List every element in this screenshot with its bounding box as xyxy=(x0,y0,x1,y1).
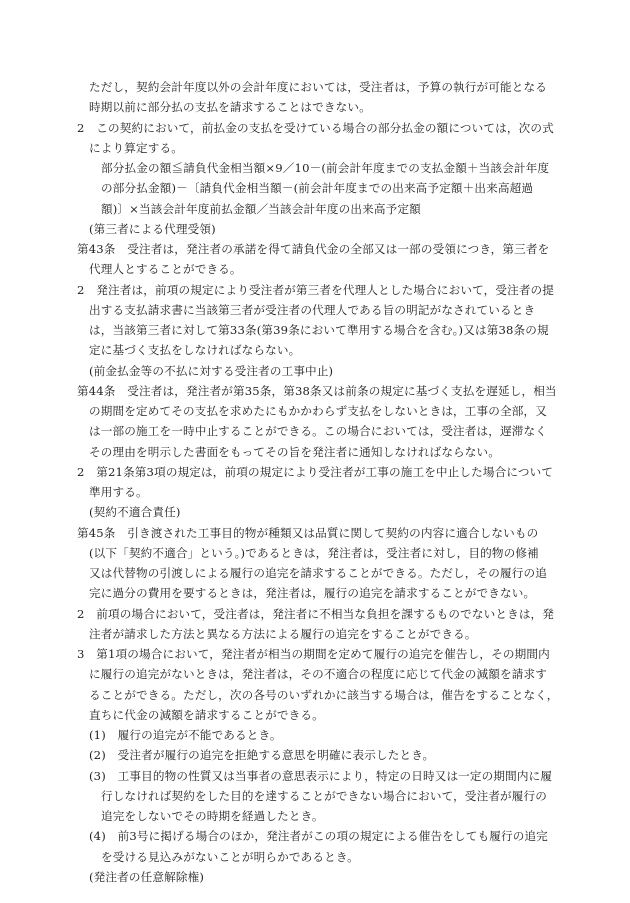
article-line: 第43条 受注者は，発注者の承諾を得て請負代金の全部又は一部の受領につき，第三者を xyxy=(77,242,550,256)
text-line: その理由を明示した書面をもってその旨を発注者に通知しなければならない。 xyxy=(89,445,501,459)
text-line: ることができる。ただし，次の各号のいずれかに該当する場合は，催告をすることなく， xyxy=(89,688,559,702)
text-line: は，当該第三者に対して第33条(第39条において準用する場合を含む。)又は第38条の規 xyxy=(89,323,549,337)
text-line: 3 第1項の場合において，発注者が相当の期間を定めて履行の追完を催告し，その期間内 xyxy=(77,647,550,661)
text-line: 出する支払請求書に当該第三者が受注者の代理人である旨の明記がなされているとき xyxy=(89,303,536,317)
text-line: 代理人とすることができる。 xyxy=(89,262,242,276)
text-line: 注者が請求した方法と異なる方法による履行の追完をすることができる。 xyxy=(89,627,477,641)
article-line: 第45条 引き渡された工事目的物が種類又は品質に関して契約の内容に適合しないもの xyxy=(77,526,539,540)
text-line: 準用する。 xyxy=(89,485,148,499)
list-item-continuation: を受ける見込みがないことが明らかであるとき。 xyxy=(101,850,359,864)
text-line: 2 発注者は，前項の規定により受注者が第三者を代理人とした場合において，受注者の提 xyxy=(77,283,555,297)
text-line: ただし，契約会計年度以外の会計年度においては，受注者は，予算の執行が可能となる xyxy=(89,80,548,94)
list-item-continuation: 行しなければ契約をした目的を達することができない場合において，受注者が履行の xyxy=(101,789,548,803)
list-item: (1) 履行の追完が不能であるとき。 xyxy=(89,728,282,742)
text-line: 又は代替物の引渡しによる履行の追完を請求することができる。ただし，その履行の追 xyxy=(89,566,548,580)
list-item: (4) 前3号に掲げる場合のほか，発注者がこの項の規定による催告をしても履行の追完 xyxy=(89,829,548,843)
text-line: により算定する。 xyxy=(89,141,183,155)
section-heading: (契約不適合責任) xyxy=(89,505,181,519)
list-item: (2) 受注者が履行の追完を拒絶する意思を明確に表示したとき。 xyxy=(89,748,435,762)
formula-line: の部分払金額)－〔請負代金相当額－(前会計年度までの出来高予定額＋出来高超過 xyxy=(101,181,534,195)
text-line: 完に過分の費用を要するときは，発注者は，履行の追完を請求することができない。 xyxy=(89,586,536,600)
text-line: 2 第21条第3項の規定は，前項の規定により受注者が工事の施工を中止した場合について xyxy=(77,465,554,479)
section-heading: (前金払金等の不払に対する受注者の工事中止) xyxy=(89,364,334,378)
article-line: 第44条 受注者は，発注者が第35条，第38条又は前条の規定に基づく支払を遅延し，相当 xyxy=(77,384,557,398)
list-item-continuation: 追完をしないでその時期を経過したとき。 xyxy=(101,809,324,823)
text-line: の期間を定めてその支払を求めたにもかかわらず支払をしないときは，工事の全部，又 xyxy=(89,404,548,418)
text-line: 2 この契約において，前払金の支払を受けている場合の部分払金の額については，次の式 xyxy=(77,121,554,135)
text-line: に履行の追完がないときは，発注者は，その不適合の程度に応じて代金の減額を請求す xyxy=(89,667,548,681)
formula-line: 部分払金の額≦請負代金相当額×9／10－(前会計年度までの支払金額＋当該会計年度 xyxy=(101,161,550,175)
formula-line: 額)〕×当該会計年度前払金額／当該会計年度の出来高予定額 xyxy=(101,202,421,216)
text-line: 直ちに代金の減額を請求することができる。 xyxy=(89,708,324,722)
section-heading: (第三者による代理受領) xyxy=(89,222,216,236)
text-line: (以下「契約不適合」という。)であるときは，発注者は，受注者に対し，目的物の修補 xyxy=(89,546,539,560)
list-item: (3) 工事目的物の性質又は当事者の意思表示により，特定の日時又は一定の期間内に履 xyxy=(89,769,553,783)
text-line: 2 前項の場合において，受注者は，発注者に不相当な負担を課するものでないときは，発 xyxy=(77,607,555,621)
section-heading: (発注者の任意解除権) xyxy=(89,870,205,884)
text-line: は一部の施工を一時中止することができる。この場合においては，受注者は，遅滞なく xyxy=(89,424,548,438)
text-line: 定に基づく支払をしなければならない。 xyxy=(89,343,301,357)
text-line: 時期以前に部分払の支払を請求することはできない。 xyxy=(89,100,371,114)
